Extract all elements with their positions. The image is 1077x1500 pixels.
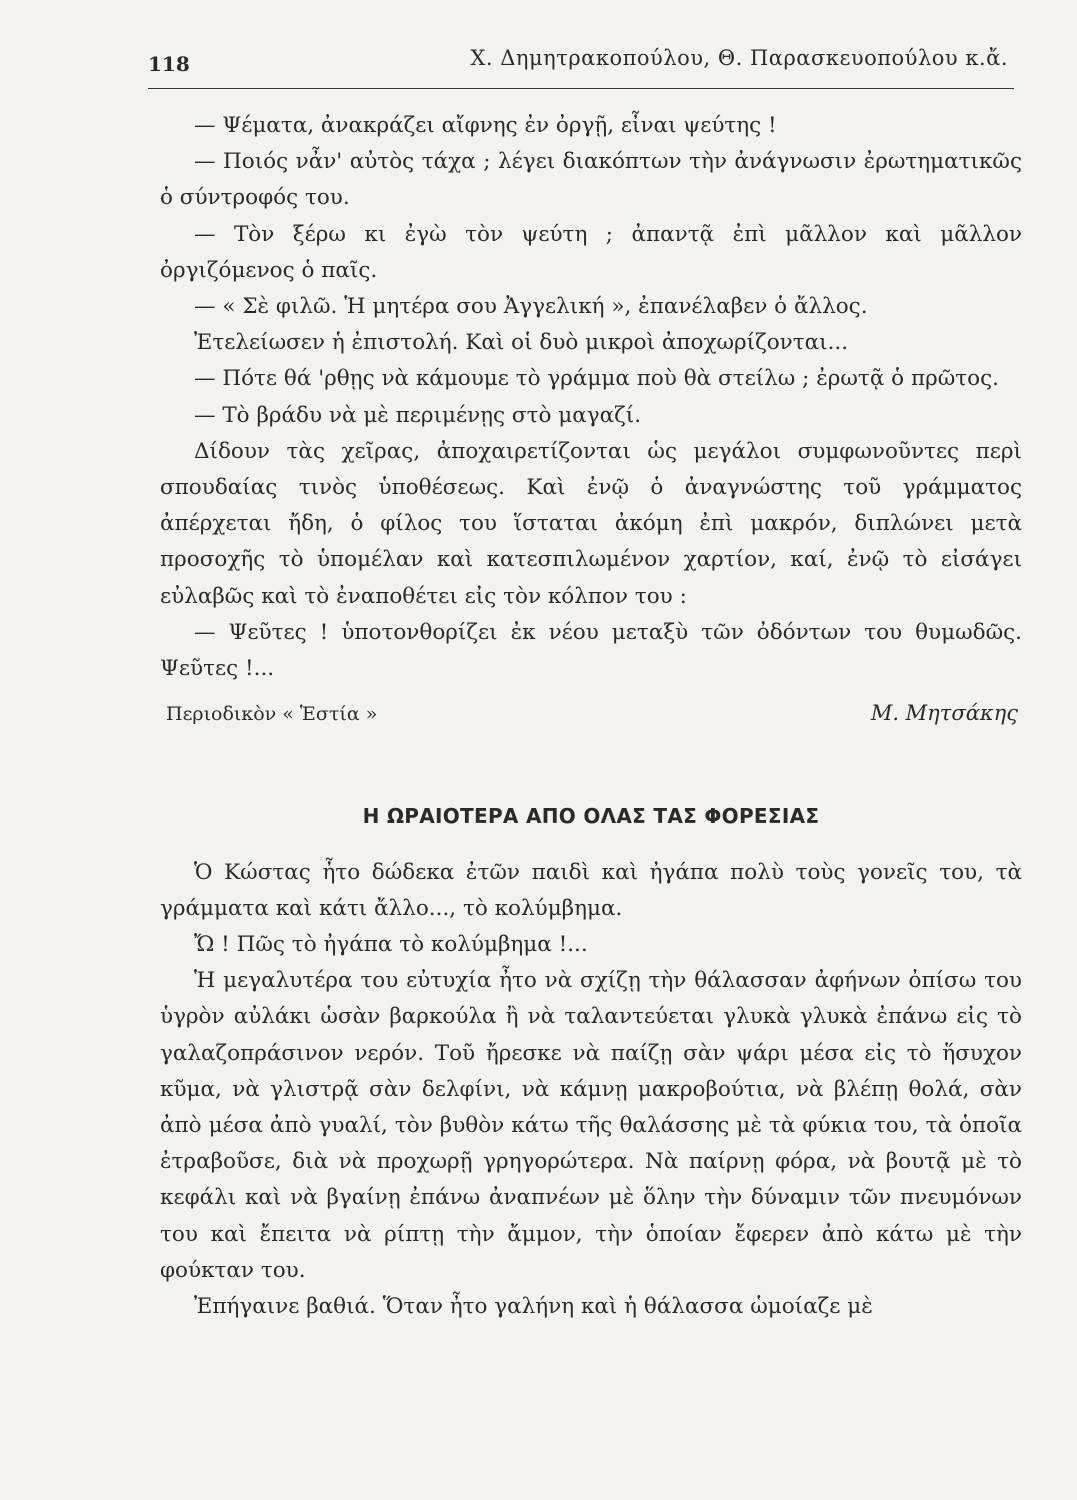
section-title: Η ΩΡΑΙΟΤΕΡΑ ΑΠΟ ΟΛΑΣ ΤΑΣ ΦΟΡΕΣΙΑΣ [362,804,820,829]
story-paragraph: — Τὸν ξέρω κι ἐγὼ τὸν ψεύτη ; ἀπαντᾷ ἐπὶ μᾶλλον καὶ μᾶλλον ὀργιζόμενος ὁ παῖς. [160,221,1022,283]
section-paragraph: Ἐπήγαινε βαθιά. Ὅταν ἦτο γαλήνη καὶ ἡ θάλασσα ὡμοίαζε μὲ [194,1294,873,1320]
page-header [148,44,1014,84]
section-paragraph: Ἡ μεγαλυτέρα του εὐτυχία ἦτο νὰ σχίζῃ τὴν θάλασσαν ἀφήνων ὀπίσω του ὑγρὸν αὐλάκι ὡσὰν βαρκούλα ἢ νὰ ταλαντεύεται γλυκὰ γλυκὰ ἐπάνω εἰς τὸ γαλαζοπράσινον νερόν. Τοῦ ἤρεσκε νὰ παίζῃ σὰν ψάρι μέσα εἰς τὸ ἥσυχον κῦμα, νὰ γλιστρᾷ σὰν δελφίνι, νὰ κάμνῃ μακροβούτια, νὰ βλέπῃ θολά, σὰν ἀπὸ μέσα ἀπὸ γυαλί, τὸν βυθὸν κάτω τῆς θαλάσσης μὲ τὰ φύκια του, τὰ ὁποῖα ἐτραβοῦσε, διὰ νὰ προχωρῇ γρηγορώτερα. Νὰ παίρνῃ φόρα, νὰ βουτᾷ μὲ τὸ κεφάλι καὶ νὰ βγαίνῃ ἐπάνω ἀναπνέων μὲ ὅλην τὴν δύναμιν τῶν πνευμόνων του καὶ ἔπειτα νὰ ρίπτῃ τὴν ἄμμον, τὴν ὁποίαν ἔφερεν ἀπὸ κάτω μὲ τὴν φούκταν του. [160,968,1022,1283]
story-paragraph: — Τὸ βράδυ νὰ μὲ περιμένῃς στὸ μαγαζί. [194,402,642,428]
author-signature: Μ. Μητσάκης [870,701,1018,726]
attribution [160,695,1022,732]
page-number: 118 [148,52,190,76]
story-paragraph: Ἐτελείωσεν ἡ ἐπιστολή. Καὶ οἱ δυὸ μικροὶ ἀποχωρίζονται... [194,330,849,356]
header-rule [148,88,1014,89]
story-paragraph: — « Σὲ φιλῶ. Ἡ μητέρα σου Ἀγγελική », ἐπανέλαβεν ὁ ἄλλος. [194,294,868,320]
body-text [160,108,1022,1325]
section-paragraph: Ὤ ! Πῶς τὸ ἠγάπα τὸ κολύμβημα !... [194,932,588,958]
source-citation: Περιοδικὸν « Ἑστία » [166,703,378,726]
section-paragraph: Ὁ Κώστας ἦτο δώδεκα ἐτῶν παιδὶ καὶ ἠγάπα πολὺ τοὺς γονεῖς του, τὰ γράμματα καὶ κάτι ἄλλο..., τὸ κολύμβημα. [160,859,1022,921]
story-paragraph: — Ψεῦτες ! ὑποτονθορίζει ἐκ νέου μεταξὺ τῶν ὀδόντων του θυμωδῶς. Ψεῦτες !... [160,619,1022,682]
story-paragraph: — Ποιός νἆν' αὐτὸς τάχα ; λέγει διακόπτων τὴν ἀνάγνωσιν ἐρωτηματικῶς ὁ σύντροφός του. [160,149,1022,211]
story-paragraph: — Ψέματα, ἀνακράζει αἴφνης ἐν ὀργῇ, εἶναι ψεύτης ! [194,113,777,138]
story-paragraph: Δίδουν τὰς χεῖρας, ἀποχαιρετίζονται ὡς μεγάλοι συμφωνοῦντες περὶ σπουδαίας τινὸς ὑποθέσεως. Καὶ ἐνῷ ὁ ἀναγνώστης τοῦ γράμματος ἀπέρχεται ἤδη, ὁ φίλος του ἵσταται ἀκόμη ἐπὶ μακρόν, διπλώνει μετὰ προσοχῆς τὸ ὑπομέλαν καὶ κατεσπιλωμένον χαρτίον, καί, ἐνῷ τὸ εἰσάγει εὐλαβῶς καὶ τὸ ἐναποθέτει εἰς τὸν κόλπον του : [160,438,1022,609]
running-head: Χ. Δημητρακοπούλου, Θ. Παρασκευοπούλου κ.ἄ. [470,46,1008,70]
story-paragraph: — Πότε θά 'ρθῃς νὰ κάμουμε τὸ γράμμα ποὺ θὰ στείλω ; ἐρωτᾷ ὁ πρῶτος. [194,366,999,392]
